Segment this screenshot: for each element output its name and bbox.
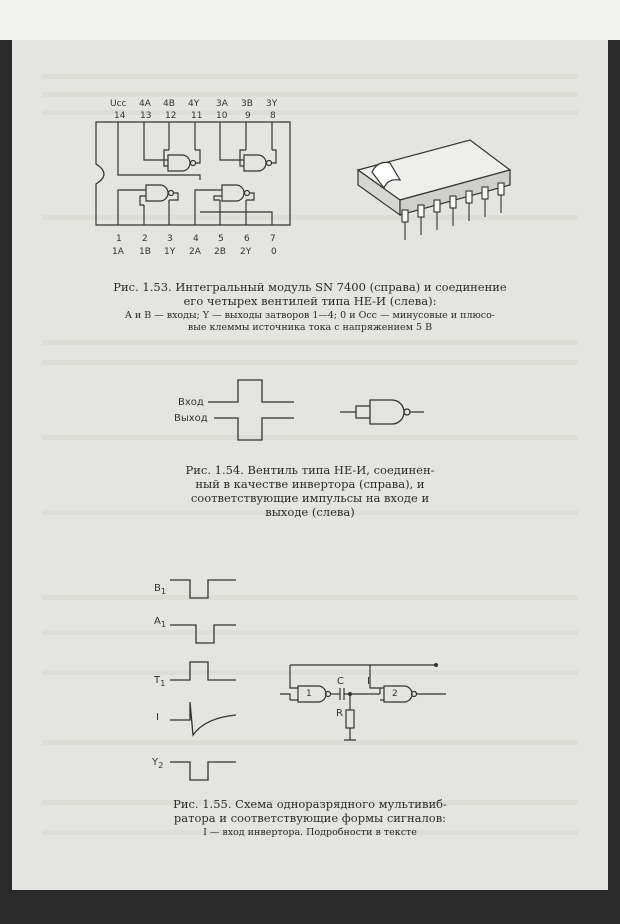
pin-label-2b: 2B (214, 247, 226, 257)
fig153-note-line1: A и B — входы; Y — выходы затворов 1—4; 0 и Occ — минусовые и плюсо- (124, 310, 496, 321)
pin-num-1: 1 (116, 234, 122, 244)
pin-label-4b: 4B (163, 99, 175, 109)
fig153-note-line2: вые клеммы источника тока с напряжением 5 В (187, 322, 433, 333)
resistor (346, 710, 354, 728)
fig154-caption-line2: ный в качестве инвертора (справа), и (195, 477, 425, 491)
pin-num-7: 7 (270, 234, 276, 244)
fig155-note-line1: I — вход инвертора. Подробности в тексте (203, 827, 417, 838)
fig154-caption-line4: выходе (слева) (265, 505, 355, 519)
capacitor (340, 688, 344, 700)
pin-num-13: 13 (140, 111, 152, 121)
signal-label-y2: $Y_2$ (152, 757, 164, 770)
pin-label-ucc: Ucc (110, 99, 127, 109)
fig154-caption-line1: Рис. 1.54. Вентиль типа НЕ-И, соединен- (185, 463, 435, 477)
pin-num-4: 4 (193, 234, 199, 244)
pin-label-3a: 3A (216, 99, 228, 109)
pin-num-6: 6 (244, 234, 250, 244)
signal-label-i: I (156, 712, 159, 723)
pin-num-14: 14 (114, 111, 126, 121)
capacitor-label: C (337, 676, 344, 687)
pin-label-4a: 4A (139, 99, 151, 109)
fig155-caption-line1: Рис. 1.55. Схема одноразрядного мультивиб- (173, 797, 447, 811)
pin-label-1b: 1B (139, 247, 151, 257)
gate-2-body (384, 686, 412, 702)
pin-num-5: 5 (218, 234, 224, 244)
gate-1-label: 1 (306, 689, 312, 699)
pin-label-3y: 3Y (266, 99, 278, 109)
inverter-input-label: I (367, 676, 370, 687)
fig154-caption-line3: соответствующие импульсы на входе и (190, 491, 430, 505)
pin-label-2y: 2Y (240, 247, 252, 257)
pin-num-11: 11 (191, 111, 203, 121)
gate-2-label: 2 (392, 689, 398, 699)
pin-label-2a: 2A (189, 247, 201, 257)
gate-1-body (298, 686, 326, 702)
pin-num-3: 3 (167, 234, 173, 244)
signal-label-a1: $A_1$ (154, 616, 167, 629)
signal-label-t1: $T_1$ (154, 675, 166, 688)
pin-label-0: 0 (271, 247, 277, 257)
pin-label-3b: 3B (241, 99, 253, 109)
fig155-caption-line2: ратора и соответствующие формы сигналов: (173, 811, 447, 825)
signal-label-b1: $B_1$ (154, 583, 167, 596)
pin-num-12: 12 (165, 111, 177, 121)
pin-label-4y: 4Y (188, 99, 200, 109)
pin-label-1a: 1A (112, 247, 124, 257)
pin-num-9: 9 (245, 111, 251, 121)
output-label: Выход (174, 413, 208, 424)
fig153-caption-line1: Рис. 1.53. Интегральный модуль SN 7400 (справа) и соединение (113, 280, 507, 294)
resistor-label: R (336, 708, 343, 719)
fig153-caption-line2: его четырех вентилей типа НЕ-И (слева): (183, 294, 437, 308)
pin-num-10: 10 (216, 111, 228, 121)
pin-num-2: 2 (142, 234, 148, 244)
pin-num-8: 8 (270, 111, 276, 121)
pin-label-1y: 1Y (164, 247, 176, 257)
input-label: Вход (178, 397, 204, 408)
